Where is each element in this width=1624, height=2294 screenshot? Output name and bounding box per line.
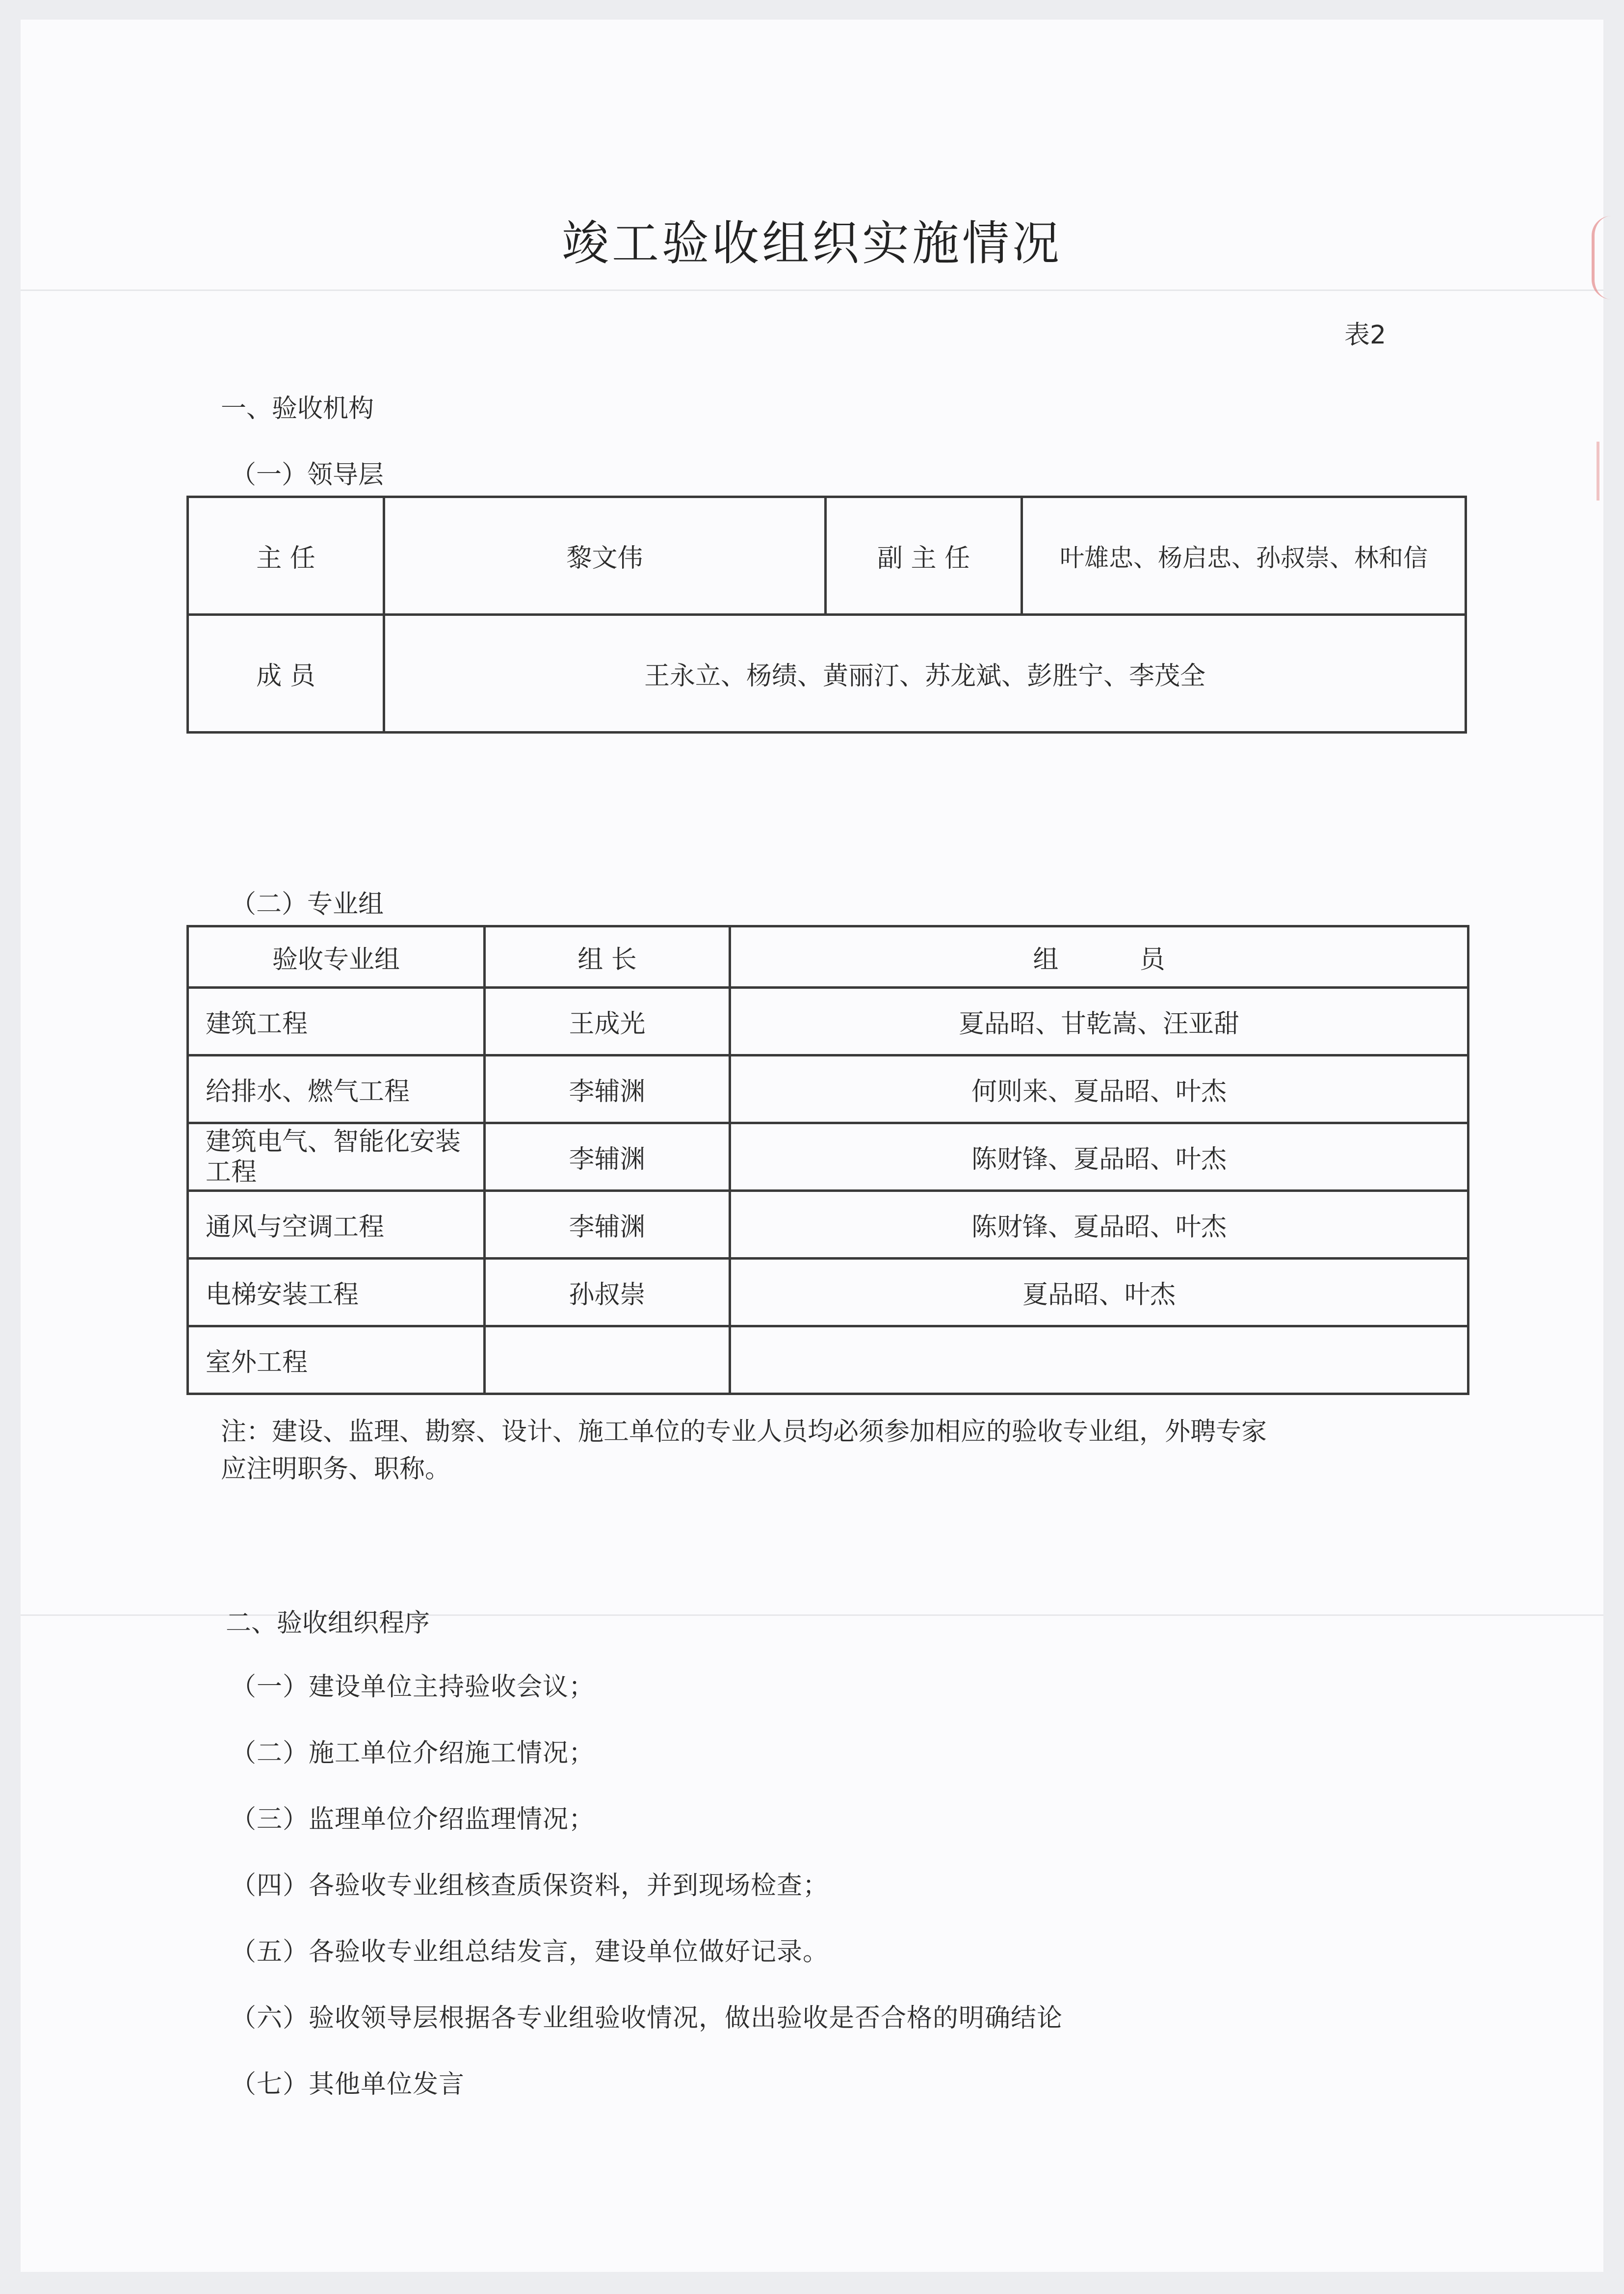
table-note (221, 1413, 1267, 1488)
members-label: 成 员 (188, 615, 384, 733)
director-name: 黎文伟 (384, 497, 826, 615)
group-leader (485, 1326, 730, 1394)
director-label: 主 任 (188, 497, 384, 615)
table-header-row (188, 926, 1468, 988)
professional-groups-table (186, 925, 1469, 1395)
document-title: 竣工验收组织实施情况 (562, 216, 1062, 271)
section-heading: 一、验收机构 (221, 394, 374, 423)
group-leader: 孙叔崇 (485, 1259, 730, 1326)
procedure-step: （五）各验收专业组总结发言，建设单位做好记录。 (231, 1937, 829, 1967)
group-members: 何则来、夏品昭、叶杰 (730, 1055, 1468, 1123)
table-number: 表2 (1344, 320, 1387, 350)
procedure-step: （三）监理单位介绍监理情况； (231, 1805, 595, 1834)
members-names: 王永立、杨绩、黄丽汀、苏龙斌、彭胜宁、李茂全 (384, 615, 1466, 733)
deputy-director-names: 叶雄忠、杨启忠、孙叔崇、林和信 (1022, 497, 1466, 615)
table-row (188, 1326, 1468, 1394)
seal-stamp-edge (1597, 442, 1624, 501)
group-leader: 李辅渊 (485, 1123, 730, 1191)
table-row (188, 1259, 1468, 1326)
group-name: 通风与空调工程 (188, 1191, 485, 1259)
note-line: 注：建设、监理、勘察、设计、施工单位的专业人员均必须参加相应的验收专业组，外聘专家 (221, 1417, 1267, 1447)
deputy-director-label: 副 主 任 (826, 497, 1022, 615)
group-members: 夏品昭、甘乾嵩、汪亚甜 (730, 988, 1468, 1055)
table-row (188, 1123, 1468, 1191)
note-line: 应注明职务、职称。 (221, 1454, 451, 1484)
column-header: 组 长 (485, 926, 730, 988)
group-name: 电梯安装工程 (188, 1259, 485, 1326)
scan-artifact-line (21, 290, 1603, 291)
leadership-table (186, 496, 1467, 734)
group-leader: 王成光 (485, 988, 730, 1055)
subsection-heading: （一）领导层 (231, 460, 384, 490)
group-leader: 李辅渊 (485, 1191, 730, 1259)
table-row (188, 988, 1468, 1055)
table-row (188, 1191, 1468, 1259)
procedure-step: （二）施工单位介绍施工情况； (231, 1739, 595, 1768)
column-header: 验收专业组 (188, 926, 485, 988)
group-members (730, 1326, 1468, 1394)
procedure-step: （四）各验收专业组核查质保资料，并到现场检查； (231, 1871, 829, 1900)
group-name: 建筑电气、智能化安装工程 (188, 1123, 485, 1191)
column-header: 组 员 (730, 926, 1468, 988)
procedure-step: （一）建设单位主持验收会议； (231, 1672, 595, 1702)
table-row (188, 1055, 1468, 1123)
group-members: 陈财锋、夏品昭、叶杰 (730, 1191, 1468, 1259)
section-heading: 二、验收组织程序 (226, 1608, 430, 1638)
procedure-step: （六）验收领导层根据各专业组验收情况，做出验收是否合格的明确结论 (231, 2004, 1063, 2033)
group-name: 建筑工程 (188, 988, 485, 1055)
group-name: 给排水、燃气工程 (188, 1055, 485, 1123)
group-members: 陈财锋、夏品昭、叶杰 (730, 1123, 1468, 1191)
group-members: 夏品昭、叶杰 (730, 1259, 1468, 1326)
group-name: 室外工程 (188, 1326, 485, 1394)
subsection-heading: （二）专业组 (231, 890, 384, 919)
procedure-step: （七）其他单位发言 (231, 2070, 465, 2099)
table-row (188, 497, 1466, 615)
group-leader: 李辅渊 (485, 1055, 730, 1123)
table-row (188, 615, 1466, 733)
